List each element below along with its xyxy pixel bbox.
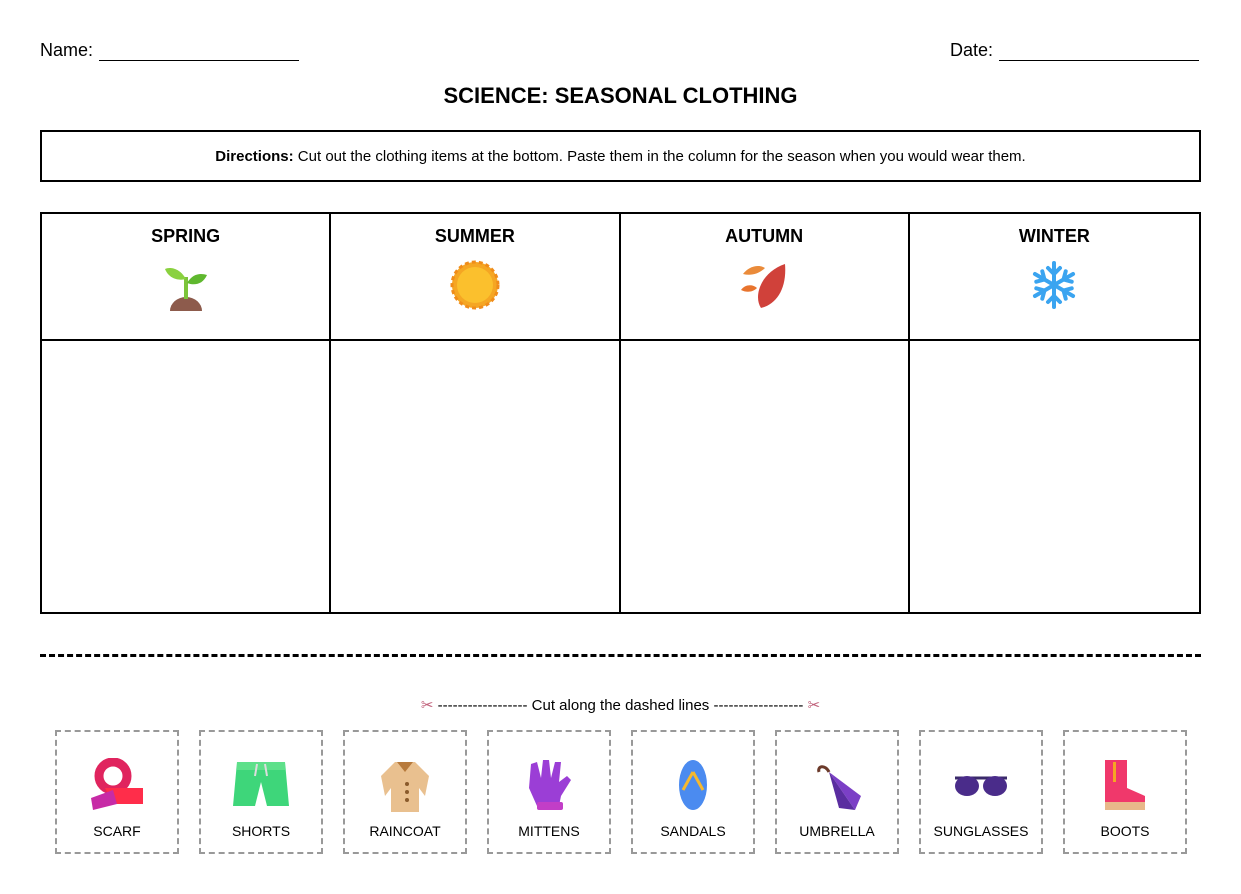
item-label: UMBRELLA bbox=[799, 823, 875, 839]
scissors-icon: ✂ bbox=[807, 697, 821, 714]
name-field[interactable] bbox=[40, 40, 299, 61]
scarf-icon bbox=[89, 758, 145, 812]
date-field[interactable] bbox=[950, 40, 1199, 61]
date-label: Date: bbox=[950, 40, 994, 60]
paste-area-winter[interactable] bbox=[910, 341, 1199, 612]
date-line[interactable] bbox=[999, 45, 1199, 61]
scissors-icon: ✂ bbox=[420, 697, 434, 714]
paste-area-autumn[interactable] bbox=[621, 341, 910, 612]
season-label: AUTUMN bbox=[725, 226, 804, 246]
gloves-icon bbox=[521, 758, 577, 812]
sandal-icon bbox=[665, 758, 721, 812]
item-card-shorts[interactable] bbox=[199, 730, 323, 854]
item-label: SHORTS bbox=[231, 823, 291, 839]
item-label: MITTENS bbox=[518, 823, 580, 839]
item-label: BOOTS bbox=[1100, 823, 1150, 839]
name-line[interactable] bbox=[99, 45, 299, 61]
coat-icon bbox=[377, 758, 433, 812]
sunglasses-icon bbox=[953, 758, 1009, 812]
item-label: RAINCOAT bbox=[369, 823, 441, 839]
cut-instruction bbox=[0, 696, 1241, 714]
season-label: SPRING bbox=[151, 226, 221, 246]
seedling-icon bbox=[161, 259, 211, 311]
season-label: SUMMER bbox=[434, 226, 515, 246]
item-card-umbrella[interactable] bbox=[775, 730, 899, 854]
season-label: WINTER bbox=[1018, 226, 1090, 246]
directions-label: Directions: bbox=[215, 147, 294, 165]
page-title: SCIENCE: SEASONAL CLOTHING bbox=[443, 83, 798, 108]
item-card-boots[interactable] bbox=[1063, 730, 1187, 854]
season-header-spring bbox=[42, 214, 331, 341]
item-card-scarf[interactable] bbox=[55, 730, 179, 854]
season-header-autumn bbox=[621, 214, 910, 341]
directions-text: Cut out the clothing items at the bottom. Paste them in the column for the season when you would wear them. bbox=[293, 147, 1026, 165]
fallen-leaf-icon bbox=[739, 259, 789, 311]
season-header-summer bbox=[331, 214, 620, 341]
paste-area-summer[interactable] bbox=[331, 341, 620, 612]
cut-line bbox=[40, 654, 1201, 657]
item-label: SUNGLASSES bbox=[933, 823, 1029, 839]
paste-area-spring[interactable] bbox=[42, 341, 331, 612]
season-header-winter bbox=[910, 214, 1199, 341]
cut-text: ------------------ Cut along the dashed lines ------------------ bbox=[437, 697, 804, 714]
snowflake-icon bbox=[1029, 259, 1079, 311]
season-table bbox=[40, 212, 1201, 614]
item-card-sandals[interactable] bbox=[631, 730, 755, 854]
item-card-raincoat[interactable] bbox=[343, 730, 467, 854]
sun-icon bbox=[450, 259, 500, 311]
umbrella-icon bbox=[809, 758, 865, 812]
item-label: SANDALS bbox=[660, 823, 726, 839]
item-card-mittens[interactable] bbox=[487, 730, 611, 854]
boot-icon bbox=[1097, 758, 1153, 812]
directions-box bbox=[40, 130, 1201, 182]
item-label: SCARF bbox=[93, 823, 141, 839]
shorts-icon bbox=[233, 758, 289, 812]
item-card-sunglasses[interactable] bbox=[919, 730, 1043, 854]
name-label: Name: bbox=[40, 40, 94, 60]
